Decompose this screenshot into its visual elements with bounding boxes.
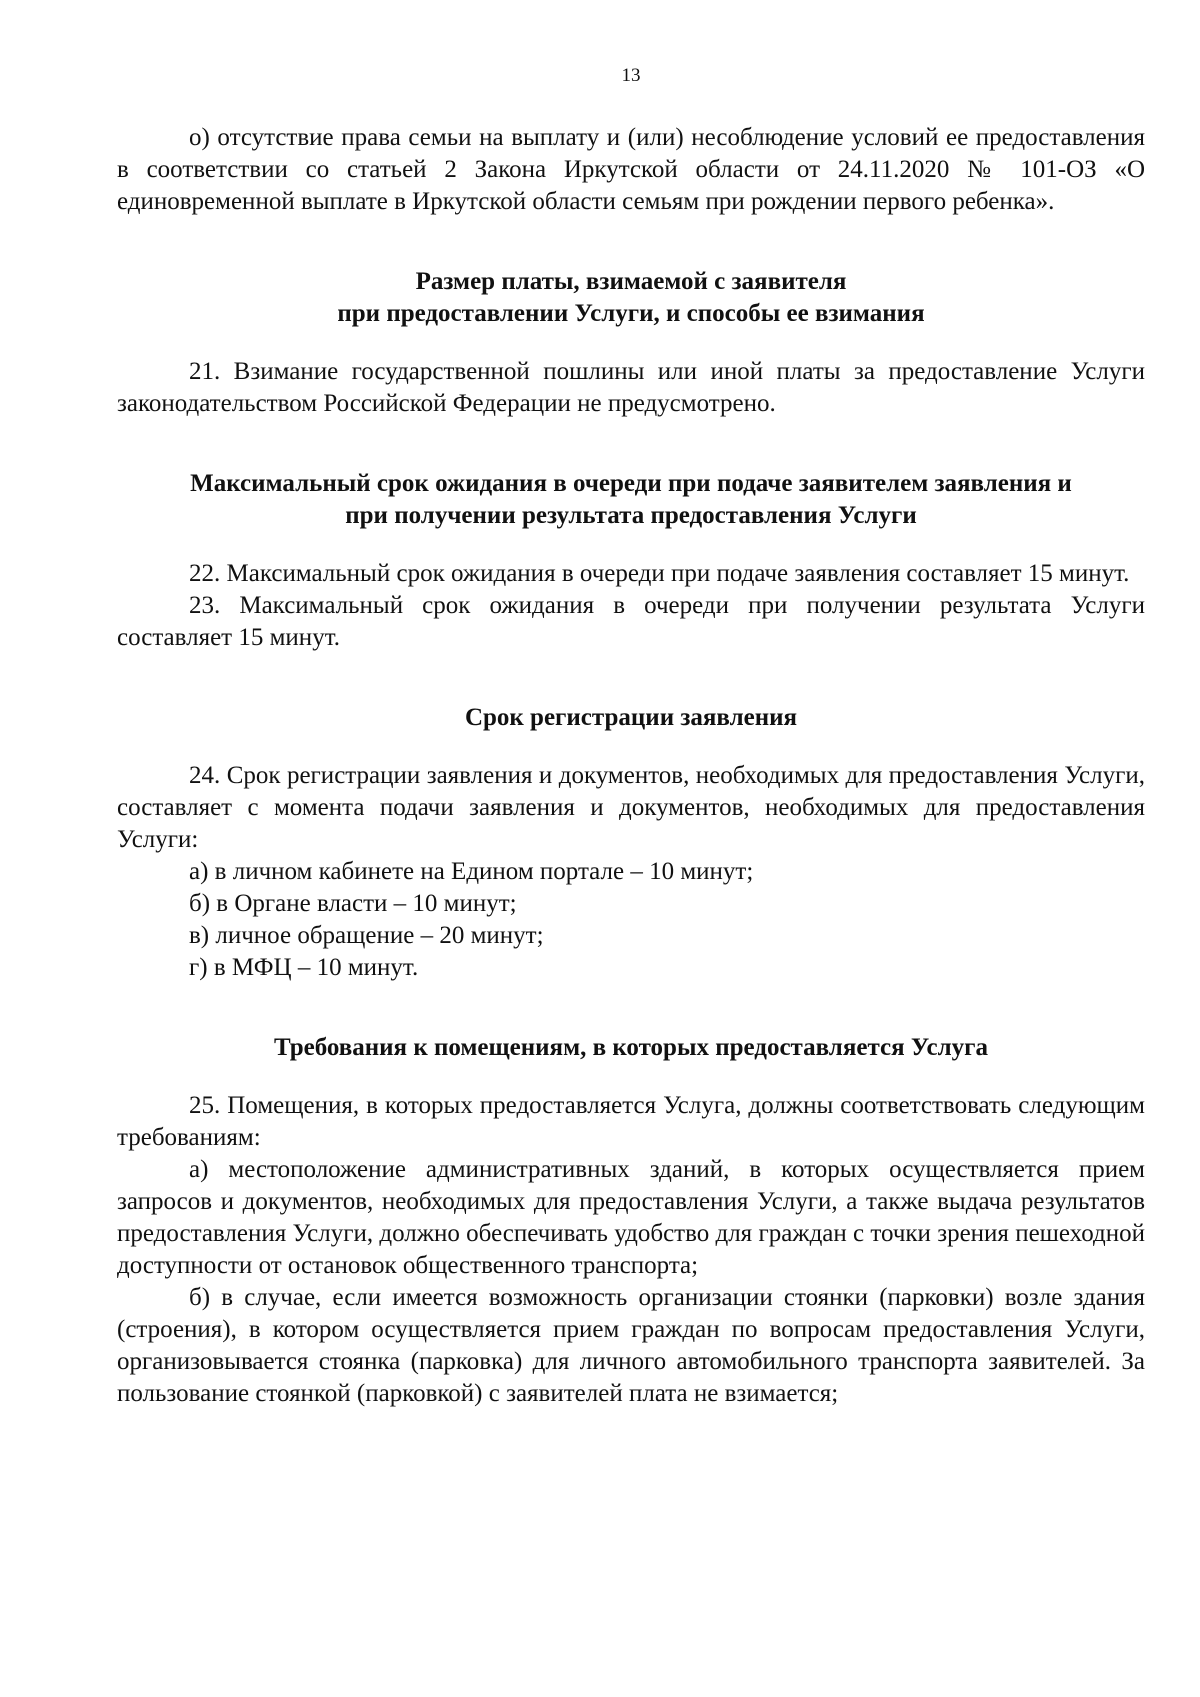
heading-fee xyxy=(117,266,1145,330)
paragraph-24: 24. Срок регистрации заявления и документов, необходимых для предоставления Услуги, составляет с момента подачи заявления и документов, необходимых для предоставления Услуги: xyxy=(117,762,1145,853)
paragraph-22: 22. Максимальный срок ожидания в очереди при подаче заявления составляет 15 минут. xyxy=(189,560,1130,587)
heading-queue-line2: при получении результата предоставления Услуги xyxy=(345,502,917,529)
heading-registration: Срок регистрации заявления xyxy=(464,704,798,731)
heading-queue xyxy=(117,468,1145,532)
page-number: 13 xyxy=(621,65,641,86)
list-item: б) в Органе власти – 10 минут; xyxy=(189,890,517,917)
paragraph-23: 23. Максимальный срок ожидания в очереди при получении результата Услуги составляет 15 минут. xyxy=(117,592,1145,651)
heading-fee-line1: Размер платы, взимаемой с заявителя xyxy=(415,268,847,295)
list-item: а) в личном кабинете на Едином портале – 10 минут; xyxy=(189,858,754,885)
heading-fee-line2: при предоставлении Услуги, и способы ее взимания xyxy=(337,300,925,327)
paragraph-25: 25. Помещения, в которых предоставляется Услуга, должны соответствовать следующим требованиям: xyxy=(117,1092,1145,1151)
paragraph-21: 21. Взимание государственной пошлины или иной платы за предоставление Услуги законодательством Российской Федерации не предусмотрено. xyxy=(117,358,1145,417)
heading-queue-line1: Максимальный срок ожидания в очереди при подаче заявителем заявления и xyxy=(190,470,1072,497)
heading-premises: Требования к помещениям, в которых предоставляется Услуга xyxy=(273,1034,989,1061)
paragraph-25b: б) в случае, если имеется возможность организации стоянки (парковки) возле здания (строения), в котором осуществляется прием граждан по вопросам предоставления Услуги, организовывается стоянка (парковка) для личного автомобильного транспорта заявителей. За пользование стоянкой (парковкой) с заявителей плата не взимается; xyxy=(117,1284,1145,1407)
list-item: г) в МФЦ – 10 минут. xyxy=(189,954,419,981)
document-page xyxy=(117,64,1145,1410)
list-item: в) личное обращение – 20 минут; xyxy=(189,922,544,949)
paragraph-25a: а) местоположение административных зданий, в которых осуществляется прием запросов и документов, необходимых для предоставления Услуги, а также выдача результатов предоставления Услуги, должно обеспечивать удобство для граждан с точки зрения пешеходной доступности от остановок общественного транспорта; xyxy=(117,1156,1145,1279)
paragraph-o: о) отсутствие права семьи на выплату и (или) несоблюдение условий ее предоставления в соответствии со статьей 2 Закона Иркутской области от 24.11.2020 № 101-ОЗ «О единовременной выплате в Иркутской области семьям при рождении первого ребенка». xyxy=(117,124,1145,215)
